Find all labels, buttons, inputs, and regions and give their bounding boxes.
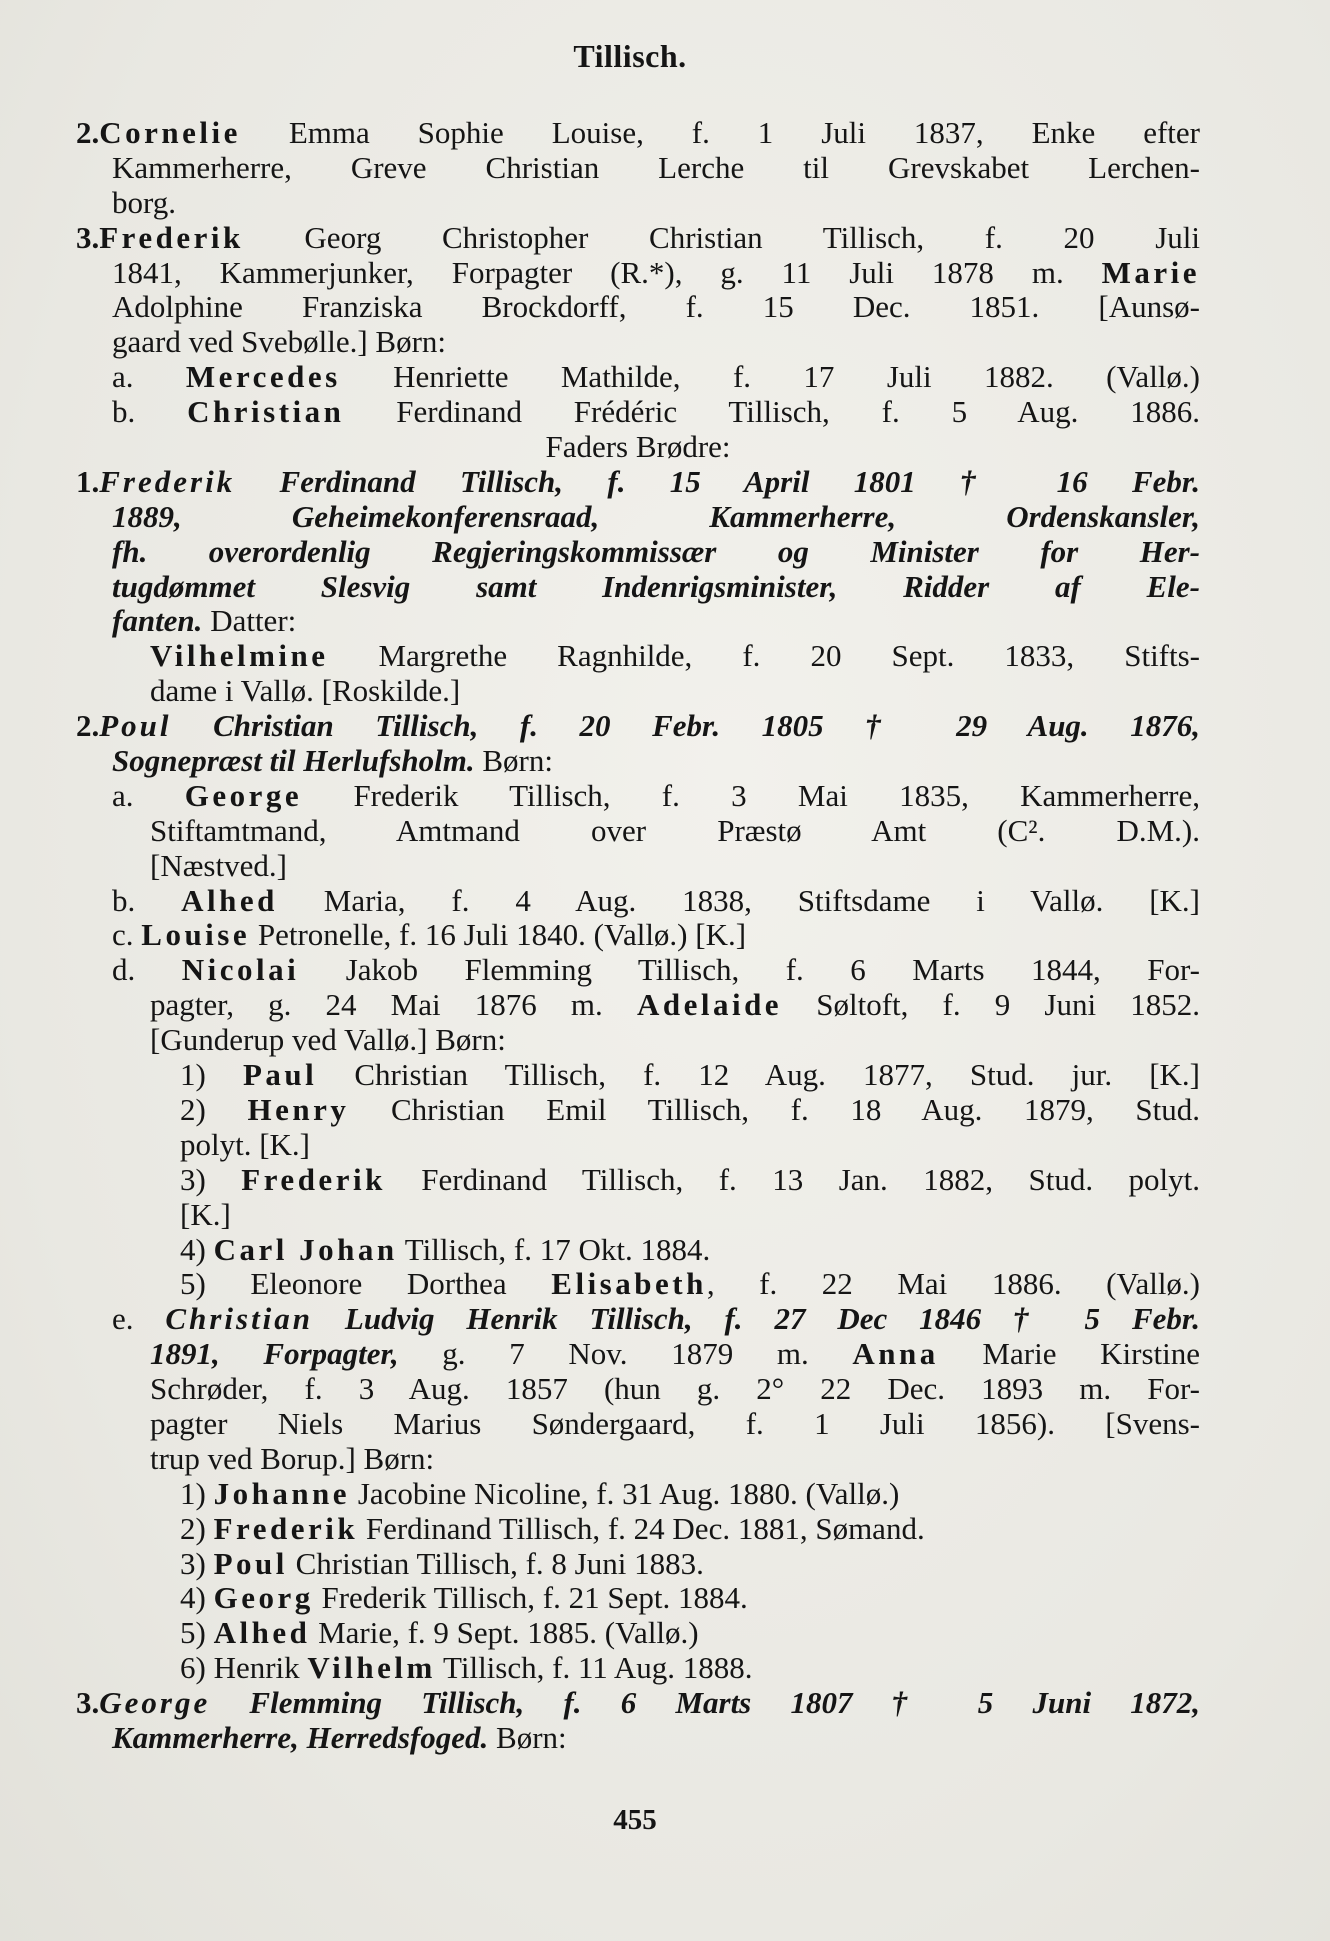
text-run: Georg Christopher Christian Tillisch, f. 20 Juli	[243, 220, 1200, 255]
entry-number: 3.	[76, 1686, 100, 1721]
text-run: Ferdinand Tillisch, f. 15 April 1801 † 16 Febr.	[235, 464, 1200, 499]
text-run: , f. 22 Mai 1886. (Vallø.)	[706, 1267, 1200, 1302]
text-line	[76, 500, 1200, 535]
text-run: Christian Emil Tillisch, f. 18 Aug. 1879, Stud.	[349, 1092, 1200, 1127]
person-name: Georg	[213, 1581, 314, 1616]
entry-number: 2.	[76, 709, 100, 744]
text-run: polyt. [K.]	[180, 1127, 311, 1162]
text-run: dame i Vallø. [Roskilde.]	[150, 674, 461, 709]
text-run: pagter Niels Marius Søndergaard, f. 1 Juli 1856). [Svens-	[150, 1406, 1200, 1441]
text-run: Datter:	[202, 604, 297, 639]
text-run: e.	[112, 1302, 166, 1337]
text-run: Christian Tillisch, f. 8 Juni 1883.	[287, 1546, 704, 1581]
person-name: Vilhelmine	[150, 639, 329, 674]
person-name: Carl Johan	[213, 1232, 398, 1267]
text-run: d.	[112, 953, 182, 988]
person-name: Christian	[187, 395, 345, 430]
text-run: Schrøder, f. 3 Aug. 1857 (hun g. 2° 22 Dec. 1893 m. For-	[150, 1372, 1200, 1407]
page-title: Tillisch.	[573, 38, 687, 74]
person-name: Anna	[852, 1337, 939, 1372]
person-name: Johanne	[213, 1476, 351, 1511]
text-line	[76, 1372, 1200, 1407]
text-line	[76, 151, 1200, 186]
text-run: Kammerherre, Herredsfoged.	[112, 1720, 489, 1755]
text-run: Ludvig Henrik Tillisch, f. 27 Dec 1846 † 5 Febr.	[313, 1302, 1200, 1337]
text-line	[76, 918, 1200, 953]
text-line	[76, 1721, 1200, 1756]
person-name: George	[184, 778, 303, 813]
text-run: tugdømmet Slesvig samt Indenrigsminister, Ridder af Ele-	[112, 569, 1200, 604]
text-run: Børn:	[488, 1720, 567, 1755]
text-line	[76, 1302, 1200, 1337]
text-run: fh. overordenlig Regjeringskommissær og Minister for Her-	[112, 534, 1200, 569]
text-run: Ferdinand Tillisch, f. 13 Jan. 1882, Stud. polyt.	[385, 1162, 1200, 1197]
text-line	[76, 709, 1200, 744]
text-run: Søltoft, f. 9 Juni 1852.	[782, 988, 1200, 1023]
person-name: Cornelie	[99, 116, 241, 150]
text-run: 1841, Kammerjunker, Forpagter (R.*), g. 11 Juli 1878 m.	[112, 255, 1102, 290]
text-line	[76, 1267, 1200, 1302]
entry-number: 1.	[76, 464, 100, 499]
text-run: c.	[112, 918, 142, 953]
text-run: Ferdinand Frédéric Tillisch, f. 5 Aug. 1886.	[344, 395, 1200, 430]
text-run: b.	[112, 395, 188, 430]
text-run: 1891, Forpagter,	[150, 1337, 399, 1372]
text-line	[76, 1512, 1200, 1547]
text-run: Adolphine Franziska Brockdorff, f. 15 Dec. 1851. [Aunsø-	[112, 290, 1200, 325]
text-run: 2)	[180, 1511, 214, 1546]
text-run: 1)	[180, 1476, 214, 1511]
text-run: borg.	[112, 185, 177, 220]
text-run: [Gunderup ved Vallø.] Børn:	[150, 1023, 506, 1058]
text-line	[76, 953, 1200, 988]
person-name: Adelaide	[636, 988, 783, 1023]
text-run: 4)	[180, 1581, 214, 1616]
person-name: Elisabeth	[551, 1267, 707, 1302]
genealogy-text	[76, 116, 1200, 1756]
entry-number: 2.	[76, 116, 100, 150]
text-run: Frederik Tillisch, f. 3 Mai 1835, Kammerherre,	[302, 778, 1200, 813]
text-run: 1)	[180, 1058, 243, 1093]
text-run: 5) Eleonore Dorthea	[180, 1267, 552, 1302]
text-run: Sognepræst til Herlufsholm.	[112, 744, 475, 779]
text-line	[76, 1093, 1200, 1128]
text-run: Maria, f. 4 Aug. 1838, Stiftsdame i Vallø. [K.]	[277, 883, 1200, 918]
person-name: Paul	[242, 1058, 318, 1093]
text-line	[76, 430, 1200, 465]
text-line	[76, 325, 1200, 360]
text-line	[76, 639, 1200, 674]
person-name: Louise	[141, 918, 251, 953]
text-run: b.	[112, 883, 182, 918]
text-line	[76, 186, 1200, 221]
text-line	[76, 779, 1200, 814]
page-number: 455	[613, 1804, 657, 1836]
person-name: Christian	[165, 1302, 314, 1337]
text-run: Petronelle, f. 16 Juli 1840. (Vallø.) [K.]	[250, 918, 747, 953]
text-run: Jakob Flemming Tillisch, f. 6 Marts 1844, For-	[299, 953, 1200, 988]
text-run: Marie, f. 9 Sept. 1885. (Vallø.)	[310, 1616, 699, 1651]
text-line	[76, 1058, 1200, 1093]
text-run: pagter, g. 24 Mai 1876 m.	[150, 988, 637, 1023]
text-line	[76, 814, 1200, 849]
text-run: 1889, Geheimekonferensraad, Kammerherre, Ordenskansler,	[112, 499, 1200, 534]
text-run: Børn:	[474, 744, 553, 779]
text-run: fanten.	[112, 604, 203, 639]
text-line	[76, 1651, 1200, 1686]
person-name: Poul	[213, 1546, 288, 1581]
text-run: 2)	[180, 1092, 248, 1127]
text-run: Faders Brødre:	[545, 430, 731, 465]
person-name: Frederik	[241, 1162, 386, 1197]
text-line	[76, 1337, 1200, 1372]
text-line	[76, 535, 1200, 570]
entry-number: 3.	[76, 220, 100, 255]
person-name: Frederik	[99, 220, 244, 255]
text-line	[76, 988, 1200, 1023]
text-line	[76, 570, 1200, 605]
text-line	[76, 360, 1200, 395]
text-run: Emma Sophie Louise, f. 1 Juli 1837, Enke efter	[240, 116, 1200, 150]
person-name: Nicolai	[181, 953, 300, 988]
text-run: Tillisch, f. 17 Okt. 1884.	[397, 1232, 711, 1267]
text-run: Henriette Mathilde, f. 17 Juli 1882. (Vallø.)	[340, 360, 1200, 395]
text-line	[76, 1233, 1200, 1268]
text-run: 5)	[180, 1616, 214, 1651]
text-run: Kammerherre, Greve Christian Lerche til Grevskabet Lerchen-	[112, 150, 1200, 185]
text-run: 3)	[180, 1162, 242, 1197]
text-line	[76, 1407, 1200, 1442]
text-run: 4)	[180, 1232, 214, 1267]
text-line	[76, 395, 1200, 430]
text-line	[76, 849, 1200, 884]
text-run: Christian Tillisch, f. 20 Febr. 1805 † 29 Aug. 1876,	[171, 709, 1200, 744]
person-name: Alhed	[181, 883, 278, 918]
person-name: George	[99, 1686, 211, 1721]
text-run: [K.]	[180, 1197, 231, 1232]
text-line	[76, 221, 1200, 256]
text-line	[76, 1616, 1200, 1651]
text-run: 6) Henrik	[180, 1651, 308, 1686]
person-name: Frederik	[99, 464, 236, 499]
person-name: Poul	[99, 709, 172, 744]
person-name: Vilhelm	[307, 1651, 436, 1686]
text-run: trup ved Borup.] Børn:	[150, 1441, 435, 1476]
text-run: Frederik Tillisch, f. 21 Sept. 1884.	[313, 1581, 748, 1616]
text-run: g. 7 Nov. 1879 m.	[398, 1337, 853, 1372]
person-name: Alhed	[213, 1616, 311, 1651]
text-run: Christian Tillisch, f. 12 Aug. 1877, Stud. jur. [K.]	[317, 1058, 1200, 1093]
text-line	[76, 744, 1200, 779]
text-line	[76, 1442, 1200, 1477]
text-line	[76, 465, 1200, 500]
text-line	[76, 1198, 1200, 1233]
text-run: Flemming Tillisch, f. 6 Marts 1807 † 5 Juni 1872,	[210, 1686, 1200, 1721]
text-line	[76, 604, 1200, 639]
person-name: Henry	[247, 1092, 350, 1127]
text-line	[76, 1023, 1200, 1058]
text-line	[76, 1581, 1200, 1616]
text-run: Ferdinand Tillisch, f. 24 Dec. 1881, Sømand.	[358, 1511, 925, 1546]
text-run: [Næstved.]	[150, 848, 287, 883]
person-name: Frederik	[213, 1511, 359, 1546]
person-name: Marie	[1101, 255, 1200, 290]
text-run: Tillisch, f. 11 Aug. 1888.	[435, 1651, 753, 1686]
text-run: Marie Kirstine	[938, 1337, 1200, 1372]
text-run: gaard ved Svebølle.] Børn:	[112, 325, 447, 360]
text-line	[76, 674, 1200, 709]
text-run: a.	[112, 360, 186, 395]
text-run: Stiftamtmand, Amtmand over Præstø Amt (C². D.M.).	[150, 813, 1200, 848]
text-run: 3)	[180, 1546, 214, 1581]
text-line	[76, 290, 1200, 325]
text-line	[76, 884, 1200, 919]
text-line	[76, 1547, 1200, 1582]
text-line	[76, 116, 1200, 151]
person-name: Mercedes	[185, 360, 341, 395]
text-line	[76, 1477, 1200, 1512]
text-line	[76, 1686, 1200, 1721]
text-line	[76, 256, 1200, 291]
text-line	[76, 1128, 1200, 1163]
text-run: Jacobine Nicoline, f. 31 Aug. 1880. (Vallø.)	[350, 1476, 900, 1511]
text-run: Margrethe Ragnhilde, f. 20 Sept. 1833, Stifts-	[328, 639, 1200, 674]
text-run: a.	[112, 778, 185, 813]
text-line	[76, 1163, 1200, 1198]
